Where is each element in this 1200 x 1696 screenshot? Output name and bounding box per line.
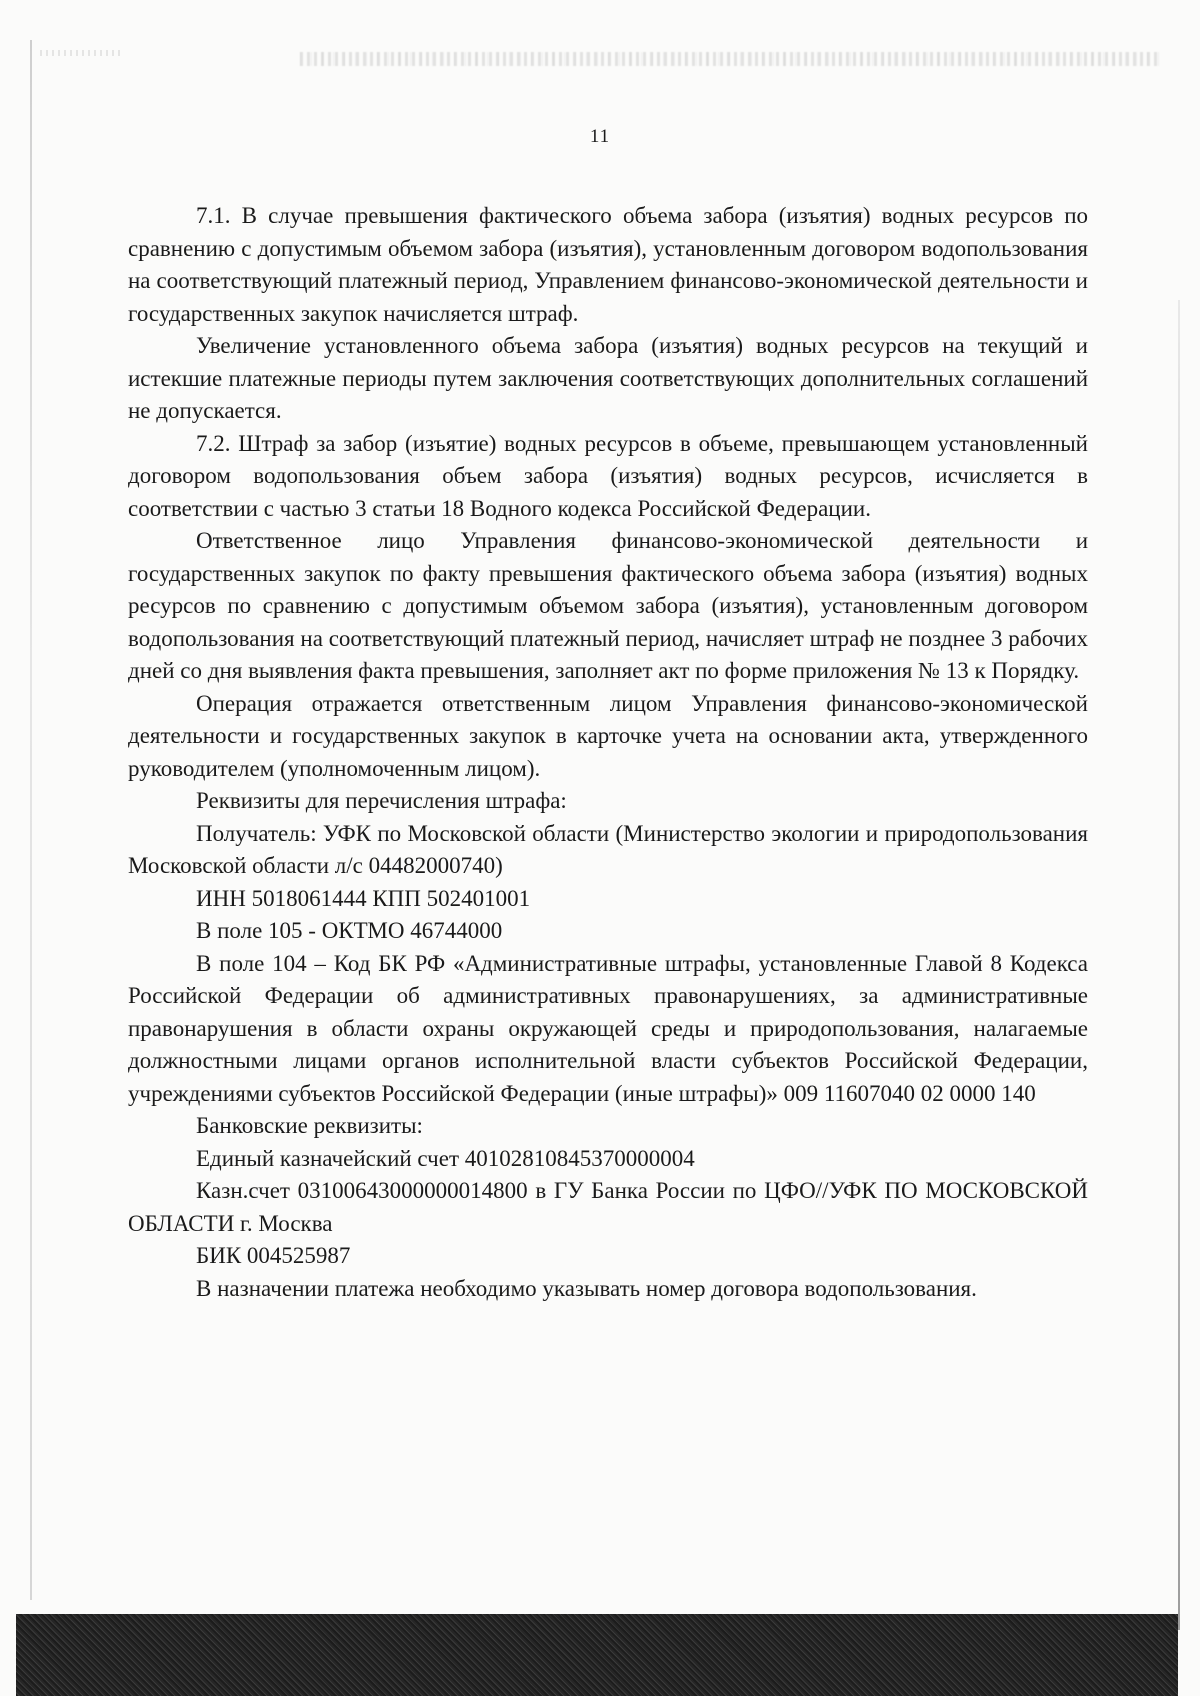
paragraph-payment-purpose: В назначении платежа необходимо указывать номер договора водопользования. bbox=[196, 1275, 977, 1301]
paragraph-inn-kpp: ИНН 5018061444 КПП 502401001 bbox=[196, 885, 531, 911]
paragraph-oktmo: В поле 105 - ОКТМО 46744000 bbox=[196, 918, 503, 943]
scan-artifact-left-edge bbox=[30, 40, 32, 1600]
scan-artifact-top bbox=[300, 52, 1160, 66]
scan-artifact-right-edge bbox=[1178, 300, 1180, 1630]
document-body bbox=[128, 200, 1088, 1305]
paragraph-7-2: 7.2. Штраф за забор (изъятие) водных ресурсов в объеме, превышающем установленный договором водопользования объем забора (изъятия) водных ресурсов, исчисляется в соответствии с частью 3 статьи 18 Водного кодекса Российской Федерации. bbox=[128, 430, 1088, 521]
scan-artifact-bottom-band bbox=[16, 1614, 1178, 1696]
paragraph-responsible-person: Ответственное лицо Управления финансово-экономической деятельности и государственных закупок по факту превышения фактического объема забора (изъятия) водных ресурсов по сравнению с допустимым объемом забора (изъятия), установленным договором водопользования на соответствующий платежный период, начисляет штраф не позднее 3 рабочих дней со дня выявления факта превышения, заполняет акт по форме приложения № 13 к Порядку. bbox=[128, 528, 1088, 683]
paragraph-treasury-account: Единый казначейский счет 40102810845370000004 bbox=[196, 1145, 695, 1171]
paragraph-bik: БИК 004525987 bbox=[196, 1243, 351, 1268]
paragraph-operation: Операция отражается ответственным лицом Управления финансово-экономической деятельности и государственных закупок в карточке учета на основании акта, утвержденного руководителем (уполномоченным лицом). bbox=[128, 690, 1088, 781]
paragraph-7-1: 7.1. В случае превышения фактического объема забора (изъятия) водных ресурсов по сравнению с допустимым объемом забора (изъятия), установленным договором водопользования на соответствующий платежный период, Управлением финансово-экономической деятельности и государственных закупок начисляется штраф. bbox=[128, 203, 1088, 326]
paragraph-volume-increase: Увеличение установленного объема забора (изъятия) водных ресурсов на текущий и истекшие платежные периоды путем заключения соответствующих дополнительных соглашений не допускается. bbox=[128, 333, 1088, 423]
paragraph-payment-details-heading: Реквизиты для перечисления штрафа: bbox=[196, 788, 567, 813]
page-number: 11 bbox=[589, 126, 611, 147]
paragraph-kbk: В поле 104 – Код БК РФ «Административные штрафы, установленные Главой 8 Кодекса Российской Федерации об административных правонарушениях, за административные правонарушения в области охраны окружающей среды и природопользования, налагаемые должностными лицами органов исполнительной власти субъектов Российской Федерации, учреждениями субъектов Российской Федерации (иные штрафы)» 009 11607040 02 0000 140 bbox=[128, 950, 1088, 1106]
paragraph-treasury-sub-account: Казн.счет 03100643000000014800 в ГУ Банка России по ЦФО//УФК ПО МОСКОВСКОЙ ОБЛАСТИ г. Москва bbox=[128, 1178, 1088, 1236]
scan-artifact-top-left bbox=[40, 50, 120, 56]
paragraph-bank-details-heading: Банковские реквизиты: bbox=[196, 1113, 423, 1138]
paragraph-recipient: Получатель: УФК по Московской области (Министерство экологии и природопользования Московской области л/с 04482000740) bbox=[128, 820, 1088, 878]
